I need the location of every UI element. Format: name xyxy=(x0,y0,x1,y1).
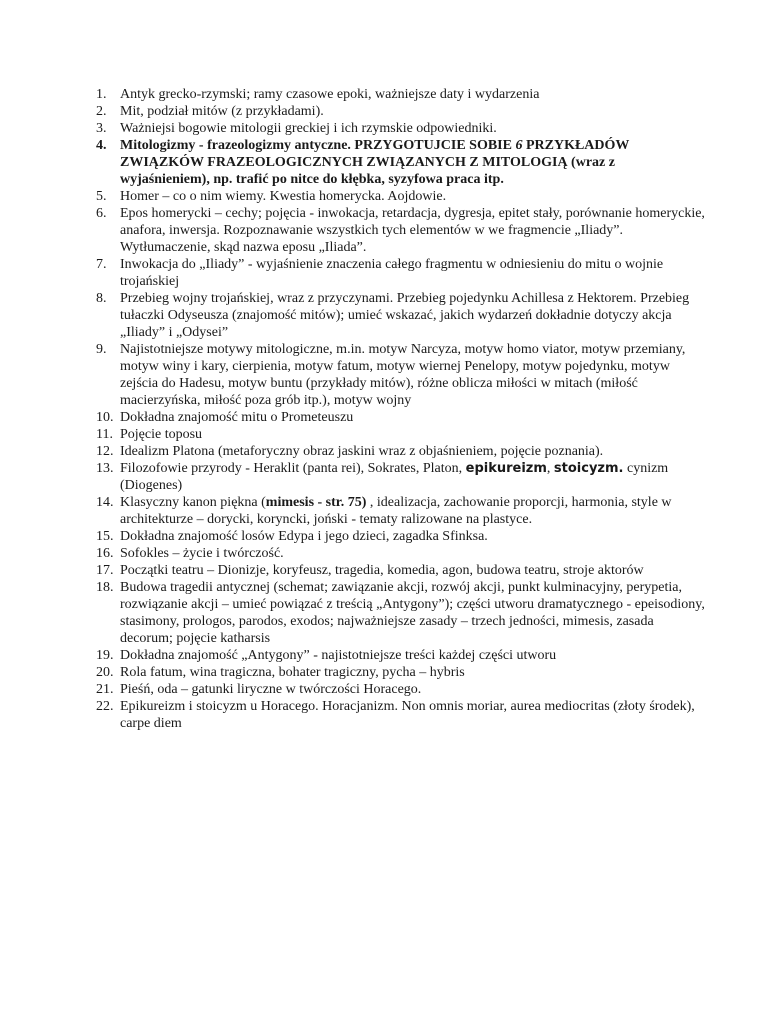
item-text: Pojęcie toposu xyxy=(120,427,203,442)
item-text: Budowa tragedii antycznej (schemat; zawiązanie akcji, rozwój akcji, punkt kulminacyjny, perypetia, rozwiązanie akcji – umieć powiązać z treścią „Antygony”); części utworu dramatycznego - epeisodiony, stasimony, prologos, parodos, exodos; najważniejsze zasady – trzech jedności, mimesis, zasada decorum; pojęcie katharsis xyxy=(120,580,705,646)
item-number: 17. xyxy=(96,563,114,578)
item-number: 11. xyxy=(96,427,113,442)
item-text: Sofokles – życie i twórczość. xyxy=(120,546,284,561)
item-text: Epos homerycki – cechy; pojęcia - inwokacja, retardacja, dygresja, epitet stały, porównanie homeryckie, anafora, inwersja. Rozpoznawanie wszystkich tych elementów w we fragmencie „Iliady”. Wytłumaczenie, skąd nazwa eposu „Iliada”. xyxy=(120,206,705,255)
item-text: cynizm (Diogenes) xyxy=(120,461,669,493)
list-item xyxy=(96,256,708,290)
item-number: 20. xyxy=(96,665,114,680)
list-item xyxy=(96,494,708,528)
item-number: 1. xyxy=(96,87,107,102)
item-number: 10. xyxy=(96,410,114,425)
item-number: 4. xyxy=(96,138,107,153)
item-text: Inwokacja do „Iliady” - wyjaśnienie znaczenia całego fragmentu w odniesieniu do mitu o wojnie trojańskiej xyxy=(120,257,664,289)
list-item xyxy=(96,460,708,494)
list-item xyxy=(96,205,708,256)
item-number: 12. xyxy=(96,444,114,459)
list-item xyxy=(96,409,708,426)
item-number: 5. xyxy=(96,189,107,204)
item-number: 19. xyxy=(96,648,114,663)
item-text-bold: stoicyzm. xyxy=(553,461,624,476)
list-item xyxy=(96,545,708,562)
item-text-bold: epikureizm xyxy=(465,461,547,476)
item-text: , xyxy=(546,461,554,476)
list-item xyxy=(96,664,708,681)
list-item xyxy=(96,528,708,545)
item-number: 7. xyxy=(96,257,107,272)
item-text: Mit, podział mitów (z przykładami). xyxy=(120,104,324,119)
list-item xyxy=(96,698,708,732)
item-text: Rola fatum, wina tragiczna, bohater tragiczny, pycha – hybris xyxy=(120,665,465,680)
item-number: 18. xyxy=(96,580,114,595)
list-item xyxy=(96,681,708,698)
item-text: Przebieg wojny trojańskiej, wraz z przyczynami. Przebieg pojedynku Achillesa z Hektorem. Przebieg tułaczki Odyseusza (znajomość mitów); umieć wskazać, jakich wydarzeń dokładnie dotyczy akcja „Iliady” i „Odysei” xyxy=(120,291,690,340)
item-text: Dokładna znajomość „Antygony” - najistotniejsze treści każdej części utworu xyxy=(120,648,557,663)
item-number: 13. xyxy=(96,461,114,476)
item-number: 15. xyxy=(96,529,114,544)
item-number: 16. xyxy=(96,546,114,561)
item-text: Idealizm Platona (metaforyczny obraz jaskini wraz z objaśnieniem, pojęcie poznania). xyxy=(120,444,604,459)
item-text: Epikureizm i stoicyzm u Horacego. Horacjanizm. Non omnis moriar, aurea mediocritas (złoty środek), carpe diem xyxy=(120,699,695,731)
item-text: Dokładna znajomość losów Edypa i jego dzieci, zagadka Sfinksa. xyxy=(120,529,488,544)
list-item xyxy=(96,120,708,137)
item-text: Filozofowie przyrody - Heraklit (panta rei), Sokrates, Platon, xyxy=(120,461,466,476)
list-item xyxy=(96,562,708,579)
item-text: Mitologizmy - frazeologizmy antyczne. PRZYGOTUJCIE SOBIE xyxy=(120,138,516,153)
item-text: Najistotniejsze motywy mitologiczne, m.in. motyw Narcyza, motyw homo viator, motyw przemiany, motyw winy i kary, cierpienia, motyw fatum, motyw wiernej Penelopy, motyw pojedynku, motyw zejścia do Hadesu, motyw buntu (przykłady mitów), różne oblicza miłości w mitach (miłość macierzyńska, miłość poza grób itp.), motyw wojny xyxy=(120,342,686,408)
item-text-italic: 6 xyxy=(515,138,523,153)
item-text: , idealizacja, zachowanie proporcji, harmonia, style w architekturze – dorycki, koryncki, joński - tematy ralizowane na plastyce. xyxy=(120,495,672,527)
item-text: Ważniejsi bogowie mitologii greckiej i ich rzymskie odpowiedniki. xyxy=(120,121,497,136)
item-text: Pieśń, oda – gatunki liryczne w twórczości Horacego. xyxy=(120,682,422,697)
item-number: 9. xyxy=(96,342,107,357)
item-text: Homer – co o nim wiemy. Kwestia homerycka. Aojdowie. xyxy=(120,189,447,204)
list-item xyxy=(96,188,708,205)
item-number: 6. xyxy=(96,206,107,221)
list-item xyxy=(96,137,708,188)
list-item xyxy=(96,647,708,664)
list-item xyxy=(96,341,708,409)
item-text: Początki teatru – Dionizje, koryfeusz, tragedia, komedia, agon, budowa teatru, stroje aktorów xyxy=(120,563,644,578)
item-text: Klasyczny kanon piękna ( xyxy=(120,495,266,510)
list-item xyxy=(96,579,708,647)
item-number: 14. xyxy=(96,495,114,510)
item-text: Dokładna znajomość mitu o Prometeuszu xyxy=(120,410,354,425)
item-text-bold: mimesis - str. 75) xyxy=(265,495,367,510)
list-item xyxy=(96,86,708,103)
item-number: 21. xyxy=(96,682,114,697)
list-item xyxy=(96,426,708,443)
item-number: 22. xyxy=(96,699,114,714)
item-text: PRZYKŁADÓW ZWIĄZKÓW FRAZEOLOGICZNYCH ZWIĄZANYCH Z MITOLOGIĄ (wraz z wyjaśnieniem), np. trafić po nitce do kłębka, syzyfowa praca itp. xyxy=(120,138,630,187)
item-number: 8. xyxy=(96,291,107,306)
item-number: 3. xyxy=(96,121,107,136)
item-number: 2. xyxy=(96,104,107,119)
topic-list xyxy=(96,86,708,732)
list-item xyxy=(96,290,708,341)
item-text: Antyk grecko-rzymski; ramy czasowe epoki, ważniejsze daty i wydarzenia xyxy=(120,87,540,102)
list-item xyxy=(96,443,708,460)
list-item xyxy=(96,103,708,120)
